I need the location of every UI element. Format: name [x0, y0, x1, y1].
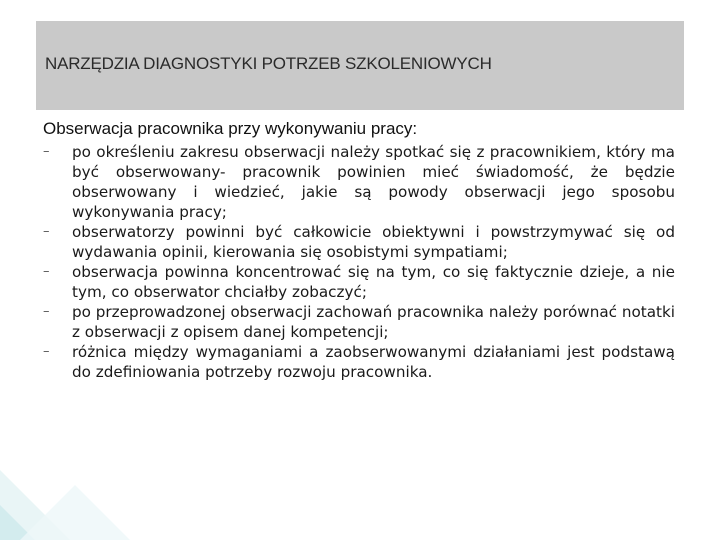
- dash-icon: –: [43, 304, 50, 319]
- dash-icon: –: [43, 224, 50, 239]
- bullet-item: [43, 302, 675, 342]
- bullet-text: różnica między wymaganiami a zaobserwowanymi działaniami jest podstawą do zdefiniowania potrzeby rozwoju pracownika.: [72, 343, 675, 381]
- bullet-text: obserwatorzy powinni być całkowicie obiektywni i powstrzymywać się od wydawania opinii, kierowania się osobistymi sympatiami;: [72, 223, 675, 261]
- bullet-item: [43, 142, 675, 222]
- bullet-text: obserwacja powinna koncentrować się na tym, co się faktycznie dzieje, a nie tym, co obserwator chciałby zobaczyć;: [72, 263, 675, 301]
- bullet-item: [43, 342, 675, 382]
- bullet-text: po przeprowadzonej obserwacji zachowań pracownika należy porównać notatki z obserwacji z opisem danej kompetencji;: [72, 303, 675, 341]
- dash-icon: –: [43, 144, 50, 159]
- slide-content: [43, 119, 675, 382]
- corner-decoration: [0, 410, 130, 540]
- dash-icon: –: [43, 264, 50, 279]
- dash-icon: –: [43, 344, 50, 359]
- bullet-list: [43, 142, 675, 382]
- bullet-text: po określeniu zakresu obserwacji należy spotkać się z pracownikiem, który ma być obserwowany- pracownik powinien mieć świadomość, że będzie obserwowany i wiedzieć, jakie są powody obserwacji jego sposobu wykonywania pracy;: [72, 143, 675, 221]
- section-heading: Obserwacja pracownika przy wykonywaniu pracy:: [43, 119, 418, 138]
- slide-title: NARZĘDZIA DIAGNOSTYKI POTRZEB SZKOLENIOWYCH: [45, 54, 492, 73]
- title-bar: [36, 21, 684, 110]
- bullet-item: [43, 262, 675, 302]
- bullet-item: [43, 222, 675, 262]
